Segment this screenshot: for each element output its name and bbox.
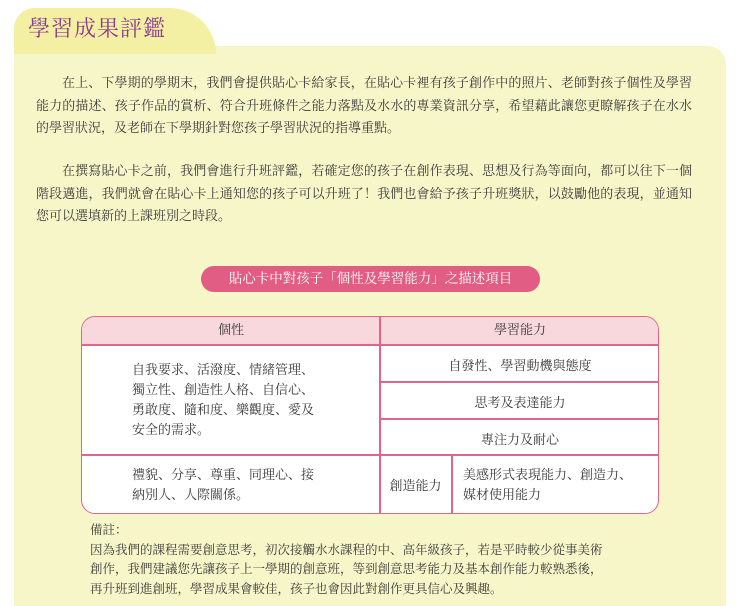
text-line: 美感形式表現能力、創造力、 bbox=[463, 468, 633, 483]
text-line: 媒材使用能力 bbox=[463, 488, 542, 503]
text-line: 自我要求、活潑度、情緒管理、 bbox=[132, 363, 315, 378]
personality-traits-1 bbox=[132, 361, 362, 441]
description-table bbox=[81, 316, 659, 514]
text-line: 勇敢度、隨和度、樂觀度、愛及 bbox=[132, 403, 315, 418]
remarks-line: 創作，我們建議您先讓孩子上一學期的創意班，等到創意思考能力及基本創作能力較熟悉後， bbox=[90, 561, 603, 576]
text-line: 納別人、人際關係。 bbox=[132, 488, 250, 503]
header-personality: 個性 bbox=[82, 317, 380, 344]
ability-motivation: 自發性、學習動機與態度 bbox=[448, 359, 592, 374]
text-line: 安全的需求。 bbox=[132, 423, 211, 438]
divider bbox=[82, 454, 659, 456]
text-line: 禮貌、分享、尊重、同理心、接 bbox=[132, 468, 315, 483]
creativity-label: 創造能力 bbox=[389, 479, 442, 494]
intro-paragraph: 在上、下學期的學期末，我們會提供貼心卡給家長，在貼心卡裡有孩子創作中的照片、老師對孩子個性及學習能力的描述、孩子作品的賞析、符合升班條件之能力落點及水水的專業資訊分享，希望藉此讓您更瞭解孩子在水水的學習狀況，及老師在下學期針對您孩子學習狀況的指導重點。 bbox=[36, 76, 692, 136]
ability-thinking: 思考及表達能力 bbox=[474, 396, 566, 411]
remarks-label: 備註： bbox=[90, 522, 128, 537]
creativity-details bbox=[463, 466, 658, 506]
divider bbox=[379, 418, 659, 420]
promotion-paragraph: 在撰寫貼心卡之前，我們會進行升班評鑑，若確定您的孩子在創作表現、思想及行為等面向，都可以往下一個階段邁進，我們就會在貼心卡上通知您的孩子可以升班了！我們也會給予孩子升班獎狀，以鼓勵他的表現，並通知您可以選填新的上課班別之時段。 bbox=[36, 164, 692, 224]
remarks bbox=[90, 520, 670, 598]
section-heading-pill: 貼心卡中對孩子「個性及學習能力」之描述項目 bbox=[201, 266, 540, 292]
header-ability: 學習能力 bbox=[380, 317, 659, 344]
text-line: 獨立性、創造性人格、自信心、 bbox=[132, 383, 315, 398]
personality-traits-2 bbox=[132, 466, 362, 506]
remarks-line: 再升班到進創班，學習成果會較佳，孩子也會因此對創作更具信心及興趣。 bbox=[90, 580, 503, 596]
divider bbox=[379, 381, 659, 383]
ability-focus: 專注力及耐心 bbox=[480, 433, 559, 448]
remarks-line: 因為我們的課程需要創意思考，初次接觸水水課程的中、高年級孩子，若是平時較少從事美術 bbox=[90, 541, 603, 557]
divider bbox=[451, 454, 453, 514]
page-title: 學習成果評鑑 bbox=[28, 17, 167, 42]
divider bbox=[82, 344, 659, 346]
